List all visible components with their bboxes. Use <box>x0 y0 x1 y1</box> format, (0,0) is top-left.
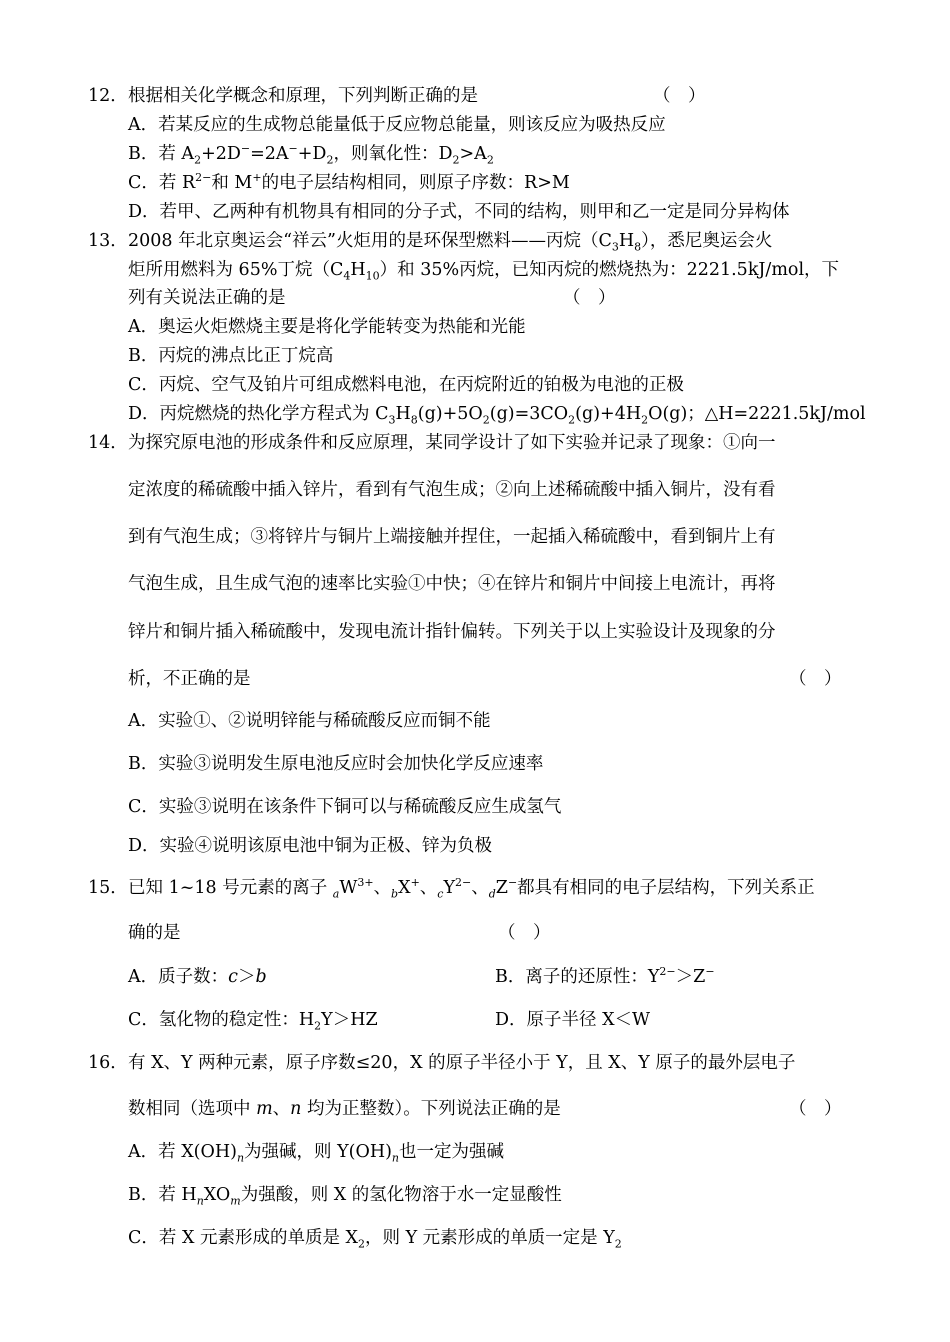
answer-blank: （ ） <box>563 288 616 308</box>
question-number: 13． <box>88 231 128 251</box>
question-stem-line-2: 确的是 <box>128 923 181 943</box>
question-stem-line-1: 已知 1~18 号元素的离子 $_aW^{3+}$、$_b$X+、$_cY^{2-}$、$_d$Z−都具有相同的电子层结构，下列关系正 <box>128 876 815 901</box>
answer-blank: （ ） <box>789 1099 842 1119</box>
option-b: B．丙烷的沸点比正丁烷高 <box>128 346 334 366</box>
option-d: D．丙烷燃烧的热化学方程式为 $C_3H_8(g)+5O_2(g)=3CO_2(g)+4H_2O(g)$；△H=2221.5kJ/mol <box>128 404 866 427</box>
option-b: B．若 $H_nXO_m$为强酸，则 X 的氢化物溶于水一定显酸性 <box>128 1185 562 1208</box>
question-stem-line-1: 为探究原电池的形成条件和反应原理，某同学设计了如下实验并记录了现象：①向一 <box>128 433 776 453</box>
option-c: C．若 X 元素形成的单质是 $X_2$，则 Y 元素形成的单质一定是 $Y_2$ <box>128 1228 622 1251</box>
question-stem-line-3: 列有关说法正确的是 <box>128 288 286 308</box>
option-a: A．若 $X(OH)_n$为强碱，则 $Y(OH)_n$也一定为强碱 <box>128 1142 505 1165</box>
option-b: B．离子的还原性：$Y^{2-}>Z^-$ <box>495 965 715 987</box>
option-a: A．实验①、②说明锌能与稀硫酸反应而铜不能 <box>128 711 491 731</box>
question-stem-line-1: 2008 年北京奥运会“祥云”火炬用的是环保型燃料——丙烷$(C_3H_8)$，悉尼奥运会火 <box>128 231 773 254</box>
question-stem-line-2: 定浓度的稀硫酸中插入锌片，看到有气泡生成；②向上述稀硫酸中插入铜片，没有看 <box>128 480 776 500</box>
option-d: D．实验④说明该原电池中铜为正极、锌为负极 <box>128 836 493 856</box>
answer-blank: （ ） <box>789 669 842 689</box>
answer-blank: （ ） <box>653 86 706 106</box>
option-a: A．奥运火炬燃烧主要是将化学能转变为热能和光能 <box>128 317 526 337</box>
question-stem-line-2: 炬所用燃料为 65%丁烷$(C_4H_{10})$和 35%丙烷，已知丙烷的燃烧热为：2221.5kJ/mol，下 <box>128 260 840 283</box>
option-b: B．若 $A_2+2D^-=2A^-+D_2$，则氧化性：$D_2>A_2$ <box>128 142 494 167</box>
question-stem-line-3: 到有气泡生成；③将锌片与铜片上端接触并捏住，一起插入稀硫酸中，看到铜片上有 <box>128 527 776 547</box>
question-number: 14． <box>88 433 128 453</box>
option-c: C．实验③说明在该条件下铜可以与稀硫酸反应生成氢气 <box>128 797 562 817</box>
answer-blank: （ ） <box>498 923 551 943</box>
option-c: C．若 $R^{2-}$和 M+的电子层结构相同，则原子序数：R>M <box>128 171 570 193</box>
question-stem-line-6: 析，不正确的是 <box>128 669 251 689</box>
question-number: 15． <box>88 878 128 898</box>
option-d: D．原子半径 X＜W <box>495 1010 651 1030</box>
option-c: C．丙烷、空气及铂片可组成燃料电池，在丙烷附近的铂极为电池的正极 <box>128 375 684 395</box>
question-number: 12． <box>88 86 128 106</box>
question-stem: 根据相关化学概念和原理，下列判断正确的是 <box>128 86 478 106</box>
question-stem-line-1: 有 X、Y 两种元素，原子序数≤20，X 的原子半径小于 Y，且 X、Y 原子的最外层电子 <box>128 1053 796 1073</box>
option-d: D．若甲、乙两种有机物具有相同的分子式，不同的结构，则甲和乙一定是同分异构体 <box>128 202 790 222</box>
option-a: A．质子数：c＞b <box>128 967 267 987</box>
question-number: 16． <box>88 1053 128 1073</box>
question-stem-line-4: 气泡生成，且生成气泡的速率比实验①中快；④在锌片和铜片中间接上电流计，再将 <box>128 574 776 594</box>
question-stem-line-5: 锌片和铜片插入稀硫酸中，发现电流计指针偏转。下列关于以上实验设计及现象的分 <box>128 622 776 642</box>
option-c: C．氢化物的稳定性：$H_2Y>HZ$ <box>128 1010 378 1033</box>
question-stem-line-2: 数相同（选项中 m、n 均为正整数）。下列说法正确的是 <box>128 1099 561 1119</box>
option-a: A．若某反应的生成物总能量低于反应物总能量，则该反应为吸热反应 <box>128 115 666 135</box>
option-b: B．实验③说明发生原电池反应时会加快化学反应速率 <box>128 754 544 774</box>
